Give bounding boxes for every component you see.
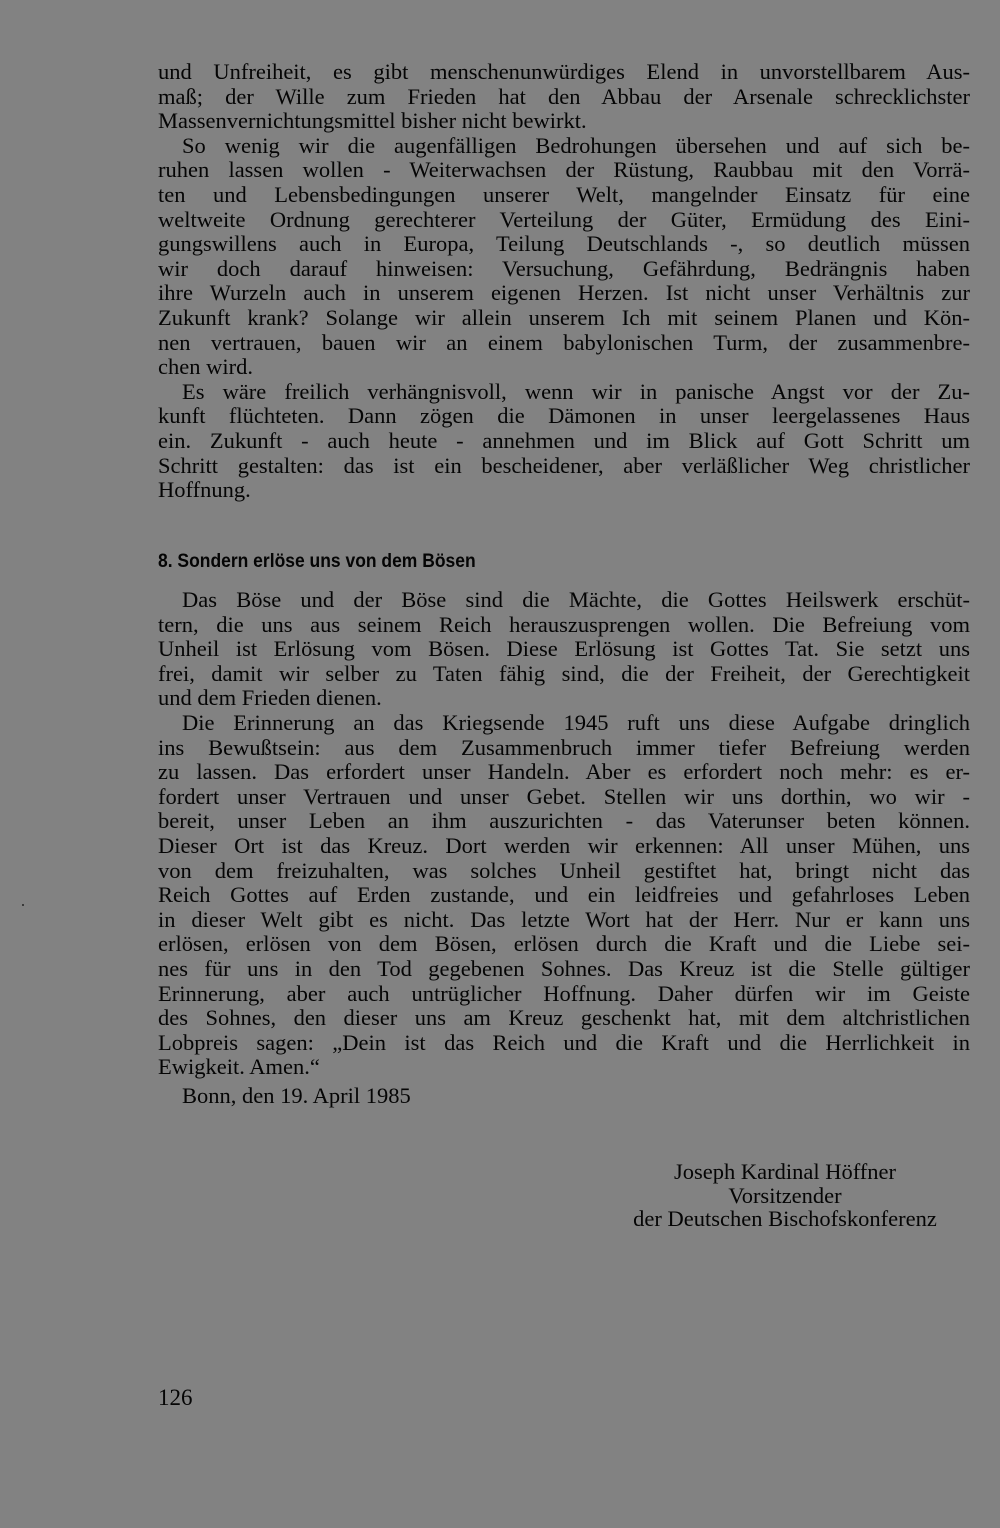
text-line: ihre Wurzeln auch in unserem eigenen Herzen. Ist nicht unser Verhältnis zur xyxy=(158,280,970,306)
paragraph-2 xyxy=(158,134,970,380)
text-line: ruhen lassen wollen - Weiterwachsen der Rüstung, Raubbau mit den Vorrä- xyxy=(158,157,970,183)
text-line: Erinnerung, aber auch untrüglicher Hoffnung. Daher dürfen wir im Geiste xyxy=(158,980,970,1006)
text-line: Schritt gestalten: das ist ein bescheidener, aber verläßlicher Weg christlicher xyxy=(158,452,970,478)
scan-speck xyxy=(22,904,24,906)
signature-block xyxy=(600,1160,970,1231)
text-line: maß; der Wille zum Frieden hat den Abbau der Arsenale schrecklichster xyxy=(158,83,970,109)
text-line: chen wird. xyxy=(158,354,253,380)
signature-role: Vorsitzender xyxy=(728,1182,842,1208)
text-line: gungswillens auch in Europa, Teilung Deutschlands -, so deutlich müssen xyxy=(158,231,970,257)
dateline: Bonn, den 19. April 1985 xyxy=(182,1083,411,1108)
text-line: Lobpreis sagen: „Dein ist das Reich und die Kraft und die Herrlichkeit in xyxy=(158,1029,970,1055)
text-block-bottom xyxy=(158,588,970,1080)
text-line: So wenig wir die augenfälligen Bedrohungen übersehen und auf sich be- xyxy=(182,132,970,158)
text-line: erlösen, erlösen von dem Bösen, erlösen durch die Kraft und die Liebe sei- xyxy=(158,931,970,957)
text-line: Ewigkeit. Amen.“ xyxy=(158,1054,320,1080)
text-line: und dem Frieden dienen. xyxy=(158,685,382,711)
text-line: Die Erinnerung an das Kriegsende 1945 ruft uns diese Aufgabe dringlich xyxy=(182,709,970,735)
text-line: zu lassen. Das erfordert unser Handeln. Aber es erfordert noch mehr: es er- xyxy=(158,759,970,785)
text-line: Massenvernichtungsmittel bisher nicht bewirkt. xyxy=(158,108,587,134)
text-line: in dieser Welt gibt es nicht. Das letzte Wort hat der Herr. Nur er kann uns xyxy=(158,906,970,932)
text-line: fordert unser Vertrauen und unser Gebet. Stellen wir uns dorthin, wo wir - xyxy=(158,783,970,809)
text-line: kunft flüchteten. Dann zögen die Dämonen in unser leergelassenes Haus xyxy=(158,403,970,429)
text-line: Reich Gottes auf Erden zustande, und ein leidfreies und gefahrloses Leben xyxy=(158,882,970,908)
text-line: Es wäre freilich verhängnisvoll, wenn wir in panische Angst vor der Zu- xyxy=(182,378,970,404)
paragraph-1 xyxy=(158,60,970,134)
signature-organization: der Deutschen Bischofskonferenz xyxy=(633,1206,937,1231)
paragraph-3 xyxy=(158,380,970,503)
section-heading: 8. Sondern erlöse uns von dem Bösen xyxy=(158,551,476,572)
text-block-top xyxy=(158,60,970,503)
text-line: frei, damit wir selber zu Taten fähig sind, die der Freiheit, der Gerechtigkeit xyxy=(158,660,970,686)
text-line: Das Böse und der Böse sind die Mächte, die Gottes Heilswerk erschüt- xyxy=(182,587,970,612)
text-line: des Sohnes, den dieser uns am Kreuz geschenkt hat, mit dem altchristlichen xyxy=(158,1005,970,1031)
text-line: Zukunft krank? Solange wir allein unserem Ich mit seinem Planen und Kön- xyxy=(158,304,970,330)
page-number: 126 xyxy=(158,1385,193,1410)
text-line: tern, die uns aus seinem Reich herauszusprengen wollen. Die Befreiung vom xyxy=(158,611,970,637)
text-line: bereit, unser Leben an ihm auszurichten - das Vaterunser beten können. xyxy=(158,808,970,834)
text-line: ten und Lebensbedingungen unserer Welt, mangelnder Einsatz für eine xyxy=(158,181,970,207)
paragraph-4 xyxy=(158,588,970,711)
text-line: nen vertrauen, bauen wir an einem babylonischen Turm, der zusammenbre- xyxy=(158,329,970,355)
text-line: nes für uns in den Tod gegebenen Sohnes. Das Kreuz ist die Stelle gültiger xyxy=(158,955,970,981)
text-line: Dieser Ort ist das Kreuz. Dort werden wir erkennen: All unser Mühen, uns xyxy=(158,832,970,858)
text-line: weltweite Ordnung gerechterer Verteilung der Güter, Ermüdung des Eini- xyxy=(158,206,970,232)
signature-name: Joseph Kardinal Höffner xyxy=(673,1159,897,1184)
text-line: wir doch darauf hinweisen: Versuchung, Gefährdung, Bedrängnis haben xyxy=(158,255,970,281)
text-line: Unheil ist Erlösung vom Bösen. Diese Erlösung ist Gottes Tat. Sie setzt uns xyxy=(158,636,970,662)
text-line: ins Bewußtsein: aus dem Zusammenbruch immer tiefer Befreiung werden xyxy=(158,734,970,760)
text-line: ein. Zukunft - auch heute - annehmen und im Blick auf Gott Schritt um xyxy=(158,427,970,453)
paragraph-5 xyxy=(158,711,970,1080)
text-line: und Unfreiheit, es gibt menschenunwürdiges Elend in unvorstellbarem Aus- xyxy=(158,59,970,84)
text-line: Hoffnung. xyxy=(158,477,251,503)
text-line: von dem freizuhalten, was solches Unheil gestiftet hat, bringt nicht das xyxy=(158,857,970,883)
